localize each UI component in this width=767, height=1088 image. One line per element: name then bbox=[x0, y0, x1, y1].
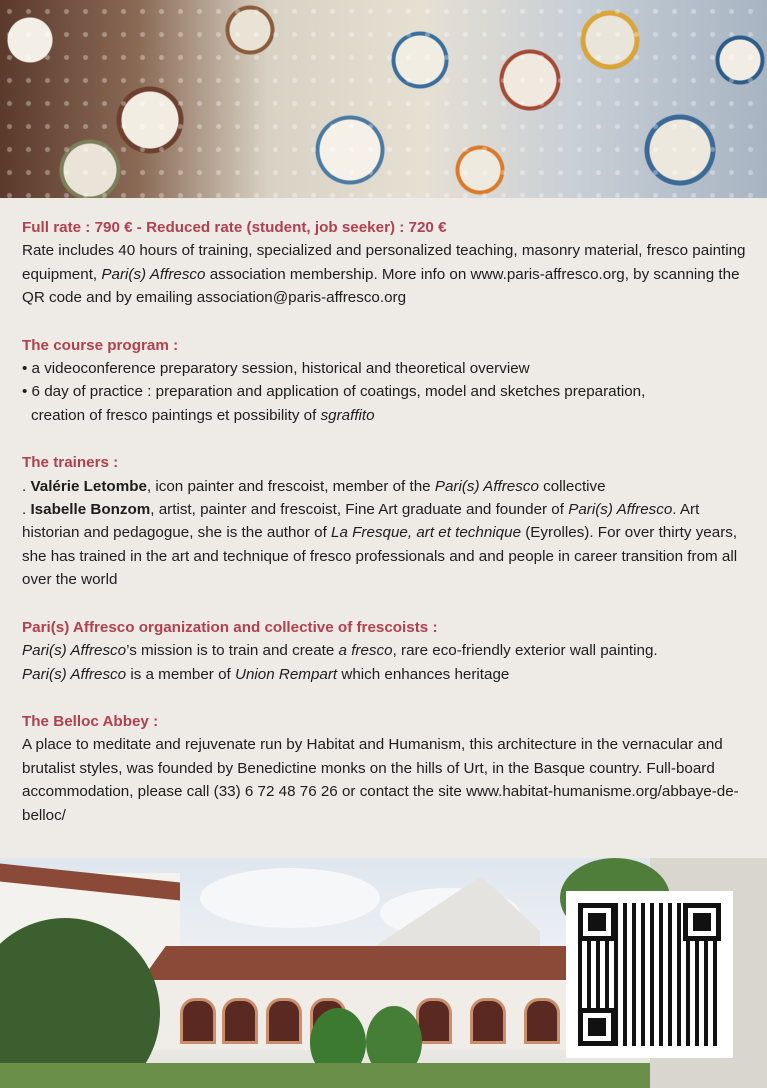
trainer-2-org: Pari(s) Affresco bbox=[568, 501, 673, 519]
qr-finder-pattern bbox=[578, 1008, 616, 1046]
pricing-text-3: association membership. More info on www.paris-affresco.org, by scanning the QR code and by emailing association@paris-affresco.org bbox=[22, 265, 740, 307]
trainers-title: The trainers : bbox=[22, 454, 119, 472]
program-bullet-2-continued bbox=[22, 404, 746, 427]
trainer-2-name: Isabelle Bonzom bbox=[30, 501, 151, 519]
organization-name-2: Pari(s) Affresco bbox=[22, 665, 127, 683]
abbey-section bbox=[22, 710, 746, 827]
banner-texture bbox=[0, 0, 767, 198]
pricing-section bbox=[22, 216, 746, 310]
organization-l2-text: is a member of bbox=[126, 665, 235, 683]
trainer-2-text-3: (Eyrolles). For over thirty years, she has trained in the art and technique of fresco professionals and and people in career transition from all over the world bbox=[22, 524, 738, 589]
organization-section bbox=[22, 616, 746, 686]
program-title: The course program : bbox=[22, 336, 179, 354]
program-section bbox=[22, 334, 746, 428]
trainers-section bbox=[22, 451, 746, 591]
trainer-1-collective: Pari(s) Affresco bbox=[434, 477, 539, 495]
program-bullet-2: • 6 day of practice : preparation and application of coatings, model and sketches preparation, bbox=[22, 383, 646, 401]
pricing-text bbox=[22, 239, 746, 309]
abbey-title: The Belloc Abbey : bbox=[22, 712, 159, 730]
trainer-2-text: , artist, painter and frescoist, Fine Art graduate and founder of bbox=[150, 501, 569, 519]
organization-line-2 bbox=[22, 663, 746, 686]
abbey-text: A place to meditate and rejuvenate run by Habitat and Humanism, this architecture in the vernacular and brutalist styles, was founded by Benedictine monks on the hills of Urt, in the Basque country. Full-board accommodation, please call (33) 6 72 48 76 26 or contact the site www.habitat-humanisme.org/abbaye-de-belloc/ bbox=[22, 736, 739, 824]
cloud bbox=[200, 868, 380, 928]
qr-code[interactable] bbox=[566, 891, 733, 1058]
arch bbox=[222, 998, 258, 1044]
trainer-2-prefix: . bbox=[22, 501, 31, 519]
organization-line-1 bbox=[22, 639, 746, 662]
organization-name-1: Pari(s) Affresco bbox=[22, 642, 127, 660]
organization-l2-end: which enhances heritage bbox=[337, 665, 510, 683]
pricing-association-name: Pari(s) Affresco bbox=[101, 265, 206, 283]
pricing-text-1: Rate includes 40 hours of training, specialized and personalized teaching, masonry material, fresco painting equipment, bbox=[22, 242, 746, 283]
arch bbox=[266, 998, 302, 1044]
trainer-1 bbox=[22, 475, 746, 498]
trainer-1-name: Valérie Letombe bbox=[30, 477, 147, 495]
qr-finder-pattern bbox=[683, 903, 721, 941]
organization-l1-end: , rare eco-friendly exterior wall painting. bbox=[392, 642, 658, 660]
qr-finder-pattern bbox=[578, 903, 616, 941]
trainer-2-book: La Fresque, art et technique bbox=[331, 524, 522, 542]
pricing-title: Full rate : 790 € - Reduced rate (student, job seeker) : 720 € bbox=[22, 219, 447, 236]
trainer-2 bbox=[22, 498, 746, 592]
program-bullet-1: • a videoconference preparatory session, historical and theoretical overview bbox=[22, 360, 530, 378]
program-bullet-2b: creation of fresco paintings et possibility of bbox=[31, 406, 321, 424]
organization-l1-text: ’s mission is to train and create bbox=[126, 642, 339, 660]
trainer-1-prefix: . bbox=[22, 477, 31, 495]
arch bbox=[524, 998, 560, 1044]
trainer-2-text-2: . Art historian and pedagogue, she is the author of bbox=[22, 501, 700, 542]
organization-fresco: a fresco bbox=[338, 642, 393, 660]
arch bbox=[180, 998, 216, 1044]
trainer-1-end: collective bbox=[538, 477, 606, 495]
fresco-painting-banner bbox=[0, 0, 767, 198]
arch bbox=[470, 998, 506, 1044]
cloister-roof bbox=[140, 946, 570, 982]
program-sgraffito: sgraffito bbox=[320, 406, 375, 424]
trainer-1-text: , icon painter and frescoist, member of the bbox=[146, 477, 435, 495]
organization-union: Union Rempart bbox=[234, 665, 338, 683]
organization-title: Pari(s) Affresco organization and collective of frescoists : bbox=[22, 618, 438, 636]
flyer-content bbox=[22, 216, 746, 851]
